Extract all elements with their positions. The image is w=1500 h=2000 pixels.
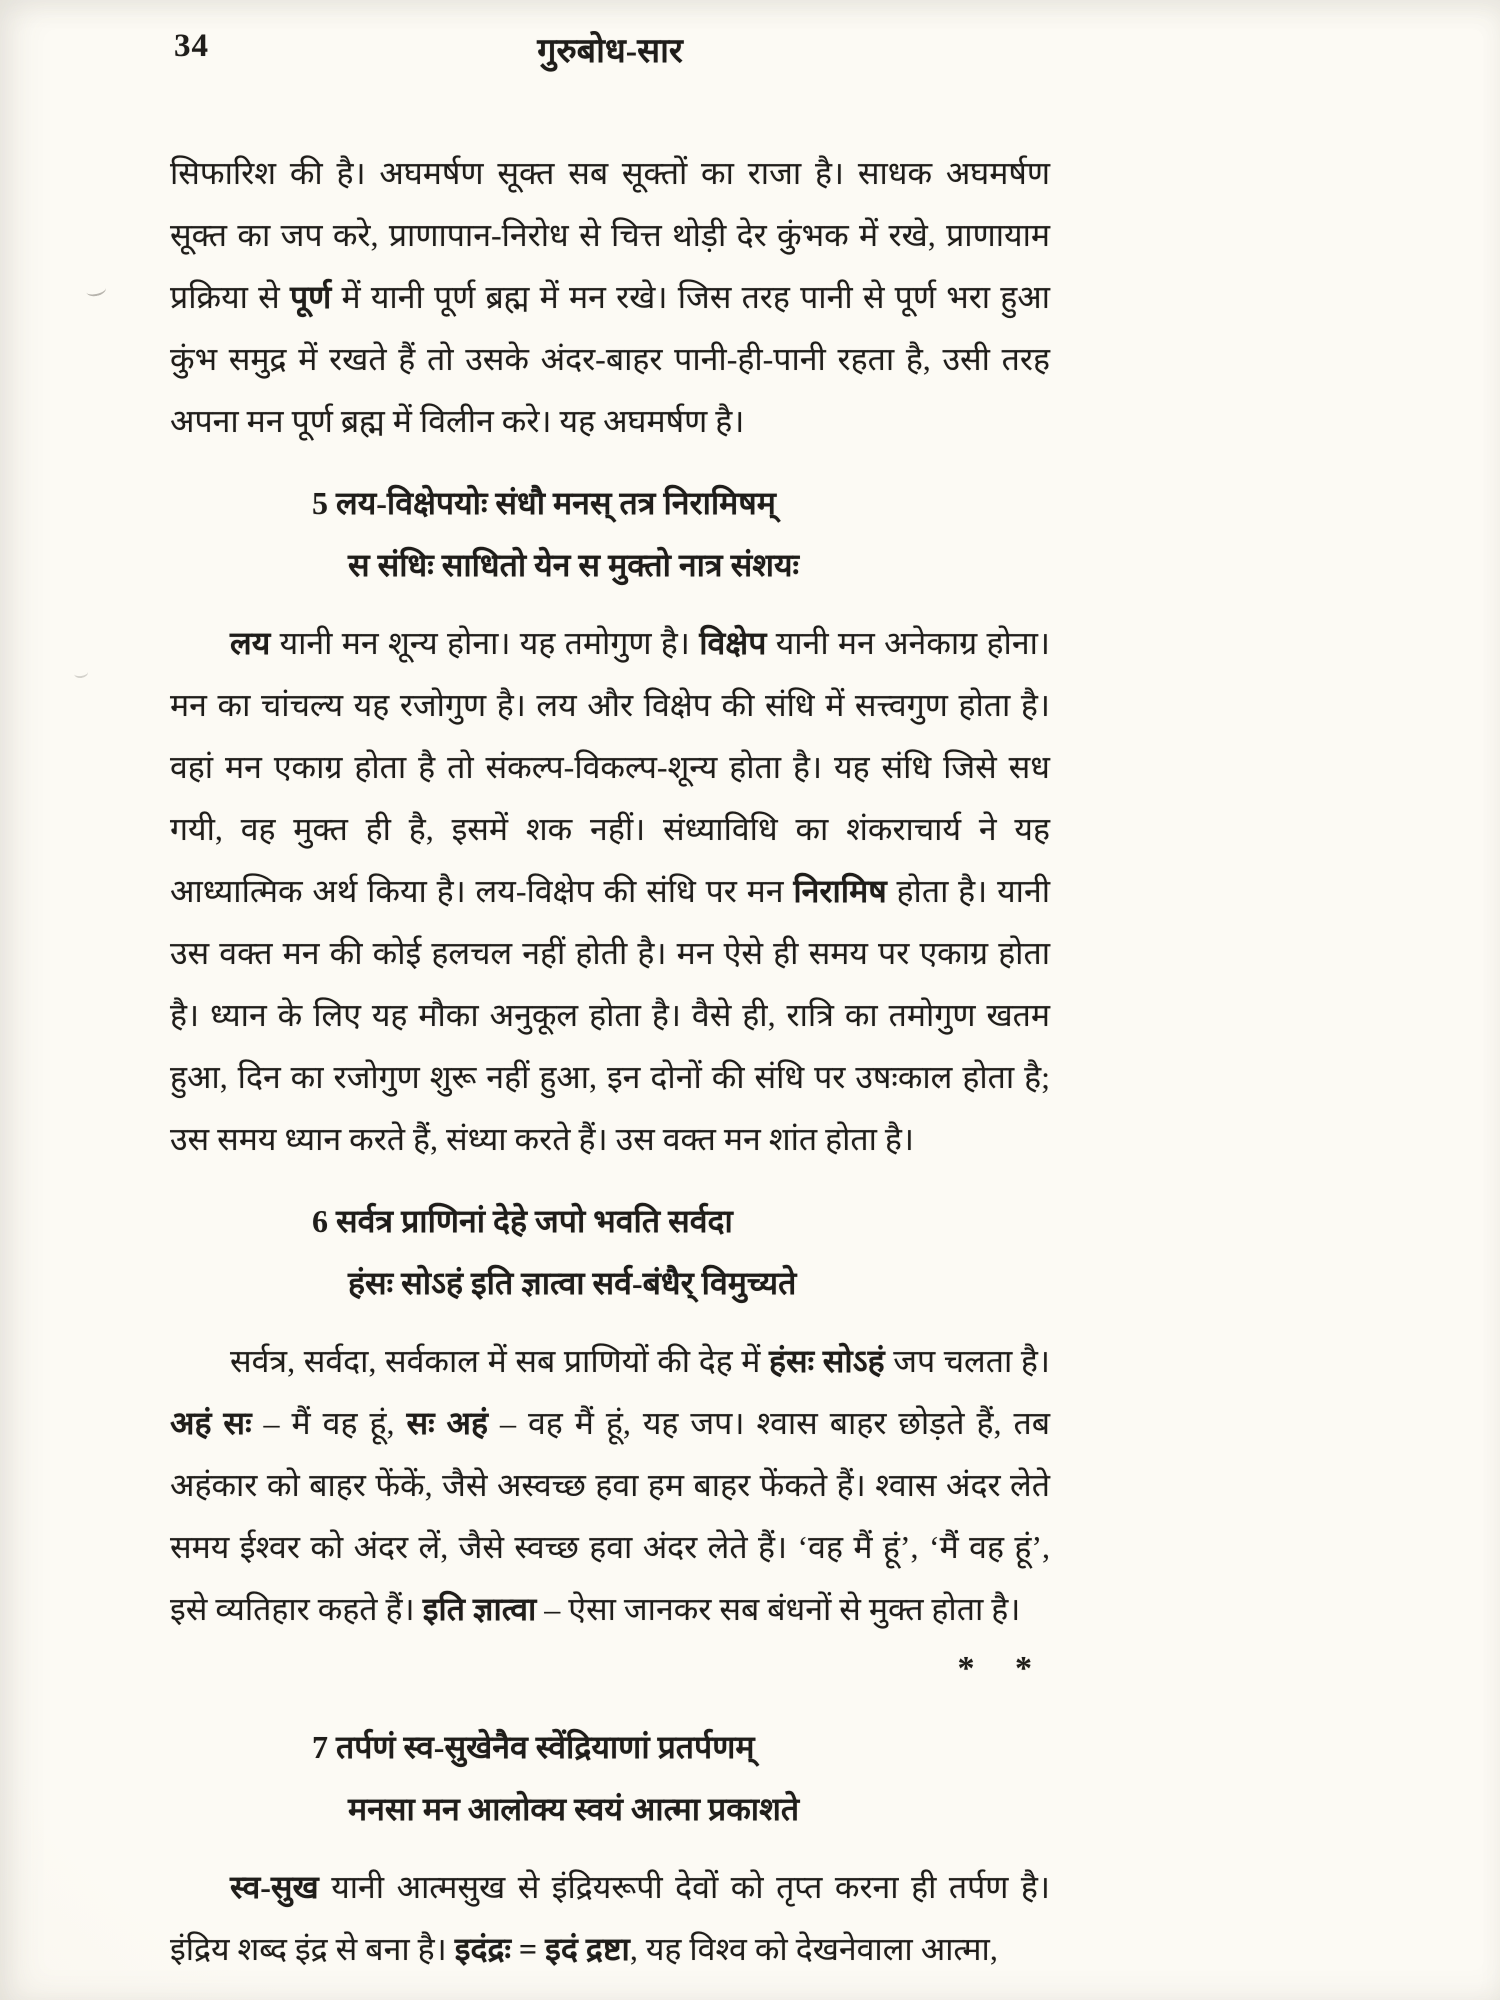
- paragraph-tarpana: स्व-सुख यानी आत्मसुख से इंद्रियरूपी देवों को तृप्त करना ही तर्पण है। इंद्रिय शब्द इंद्र से बना है। इदंद्रः = इदं द्रष्टा, यह विश्व को देखनेवाला आत्मा,: [170, 1869, 1050, 1967]
- verse-6: [312, 1190, 1050, 1314]
- scan-artifact: [73, 667, 88, 679]
- verse-6-line-2: हंसः सोऽहं इति ज्ञात्वा सर्व-बंधैर् विमुच्यते: [348, 1265, 797, 1301]
- page-number: 34: [174, 28, 209, 64]
- paragraph-laya-vikshepa: लय यानी मन शून्य होना। यह तमोगुण है। विक्षेप यानी मन अनेकाग्र होना। मन का चांचल्य यह रजोगुण है। लय और विक्षेप की संधि में सत्त्वगुण होता है। वहां मन एकाग्र होता है तो संकल्प-विकल्प-शून्य होता है। यह संधि जिसे सध गयी, वह मुक्त ही है, इसमें शक नहीं। संध्याविधि का शंकराचार्य ने यह आध्यात्मिक अर्थ किया है। लय-विक्षेप की संधि पर मन निरामिष होता है। यानी उस वक्त मन की कोई हलचल नहीं होती है। मन ऐसे ही समय पर एकाग्र होता है। ध्यान के लिए यह मौका अनुकूल होता है। वैसे ही, रात्रि का तमोगुण खतम हुआ, दिन का रजोगुण शुरू नहीं हुआ, इन दोनों की संधि पर उषःकाल होता है; उस समय ध्यान करते हैं, संध्या करते हैं। उस वक्त मन शांत होता है।: [170, 625, 1051, 1157]
- scan-artifact: [85, 282, 107, 298]
- page-title: गुरुबोध-सार: [537, 33, 683, 70]
- verse-7-line-1: 7 तर्पणं स्व-सुखेनैव स्वेंद्रियाणां प्रतर्पणम्: [312, 1729, 755, 1765]
- verse-7-line-2: मनसा मन आलोक्य स्वयं आत्मा प्रकाशते: [348, 1791, 800, 1827]
- paragraph-hamsa-soham: सर्वत्र, सर्वदा, सर्वकाल में सब प्राणियों की देह में हंसः सोऽहं जप चलता है। अहं सः – मैं वह हूं, सः अहं – वह मैं हूं, यह जप। श्वास बाहर छोड़ते हैं, तब अहंकार को बाहर फेंकें, जैसे अस्वच्छ हवा हम बाहर फेंकते हैं। श्वास अंदर लेते समय ईश्वर को अंदर लें, जैसे स्वच्छ हवा अंदर लेते हैं। ‘वह मैं हूं’, ‘मैं वह हूं’, इसे व्यतिहार कहते हैं। इति ज्ञात्वा – ऐसा जानकर सब बंधनों से मुक्त होता है।: [170, 1343, 1050, 1627]
- text-column: [170, 26, 1050, 1980]
- section-separator: * *: [957, 1650, 1048, 1687]
- verse-5-line-1: 5 लय-विक्षेपयोः संधौ मनस् तत्र निरामिषम्: [312, 485, 776, 521]
- verse-6-line-1: 6 सर्वत्र प्राणिनां देहे जपो भवति सर्वदा: [312, 1203, 733, 1239]
- paragraph-aghamarshana: सिफारिश की है। अघमर्षण सूक्त सब सूक्तों का राजा है। साधक अघमर्षण सूक्त का जप करे, प्राणापान-निरोध से चित्त थोड़ी देर कुंभक में रखे, प्राणायाम प्रक्रिया से पूर्ण में यानी पूर्ण ब्रह्म में मन रखे। जिस तरह पानी से पूर्ण भरा हुआ कुंभ समुद्र में रखते हैं तो उसके अंदर-बाहर पानी-ही-पानी रहता है, उसी तरह अपना मन पूर्ण ब्रह्म में विलीन करे। यह अघमर्षण है।: [170, 155, 1050, 439]
- verse-5: [312, 472, 1050, 596]
- page-header: [170, 26, 1050, 82]
- verse-7: [312, 1716, 1050, 1840]
- verse-5-line-2: स संधिः साधितो येन स मुक्तो नात्र संशयः: [348, 547, 800, 583]
